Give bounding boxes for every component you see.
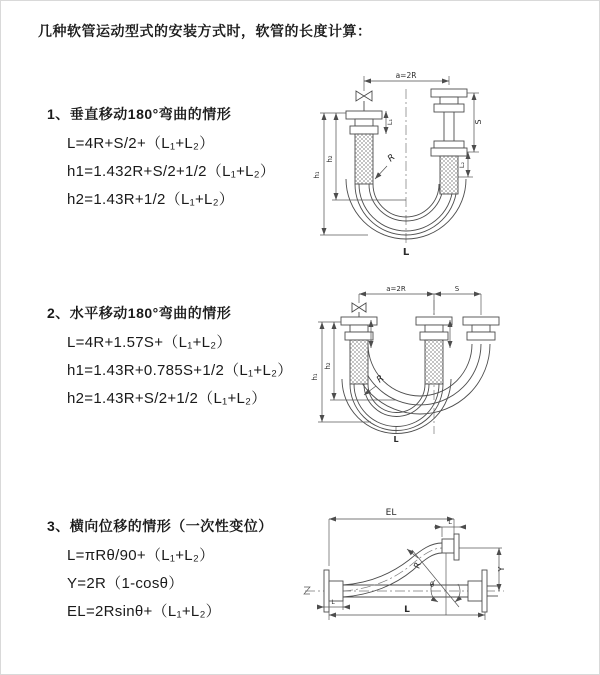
dim-label-h1: h₁ [311,373,319,381]
formula-h1: h1=1.432R+S/2+1/2（L₁+L₂） [67,163,276,180]
diagram-lateral [299,503,571,653]
dimension-l-bottom [329,605,485,620]
angle-label: θ [429,581,435,589]
formula-L: L=4R+1.57S+（L₁+L₂） [67,334,232,351]
radius-callout [375,153,397,179]
radius-label: R [412,561,424,570]
formula-h2: h2=1.43R+S/2+1/2（L₁+L₂） [67,390,267,407]
left-fitting [346,111,382,184]
dim-label-h2: h₂ [324,362,332,370]
valve-icon [356,87,372,111]
upper-flange [442,534,459,560]
dim-label-l-top: L [448,518,452,526]
right-fitting [431,89,467,194]
section-horizontal-bend [47,303,293,414]
section-3-heading: 3、横向位移的情形（一次性变位） [47,518,273,534]
section-lateral [47,516,273,627]
diagram-vertical-bend [306,67,598,263]
pipe-break-mark [304,587,310,594]
formula-h1: h1=1.43R+0.785S+1/2（L₁+L₂） [67,362,293,379]
radius-label: R [375,373,387,386]
length-label: L [393,435,399,444]
dimension-el [329,508,454,566]
valve-icon [352,294,366,317]
dimension-l1 [386,111,394,134]
dim-label-el: EL [385,508,397,518]
section-vertical-bend [47,104,275,215]
dim-label-a2r: a=2R [386,285,406,293]
dim-label-y: Y [497,566,506,572]
dimension-a2r [364,71,449,87]
left-fitting [341,317,377,384]
dim-label-l-left: L [331,599,335,606]
formula-h2: h2=1.43R+1/2（L₁+L₂） [67,191,235,208]
dim-label-h2: h₂ [326,155,334,163]
angle-callout [412,550,460,607]
s-curve-hose [343,543,442,597]
right-fitting [463,317,499,340]
dim-label-s: S [454,285,460,293]
page-title: 几种软管运动型式的安装方式时，软管的长度计算： [38,23,372,39]
dim-label-a2r: a=2R [395,71,417,80]
length-label: L [404,605,410,615]
radius-label: R [386,152,398,165]
section-1-heading: 1、垂直移动180°弯曲的情形 [47,106,232,122]
diagram-horizontal-bend [309,282,599,464]
formula-L: L=4R+S/2+（L₁+L₂） [67,135,215,152]
dimension-s [467,93,483,152]
formula-L: L=πRθ/90+（L₁+L₂） [67,547,215,564]
formula-EL: EL=2Rsinθ+（L₁+L₂） [67,603,221,620]
length-label: L [402,247,410,258]
dimension-l-left [317,599,350,610]
section-2-heading: 2、水平移动180°弯曲的情形 [47,305,232,321]
dim-label-l2: L₂ [458,161,466,169]
dim-label-s: S [474,119,483,125]
dim-label-h1: h₁ [313,171,321,179]
dimension-a2r-s [359,285,481,315]
dimension-l-top [434,518,466,537]
formula-Y: Y=2R（1-cosθ） [67,575,184,592]
dim-label-l1: L₁ [386,118,394,126]
middle-fitting [416,317,452,384]
